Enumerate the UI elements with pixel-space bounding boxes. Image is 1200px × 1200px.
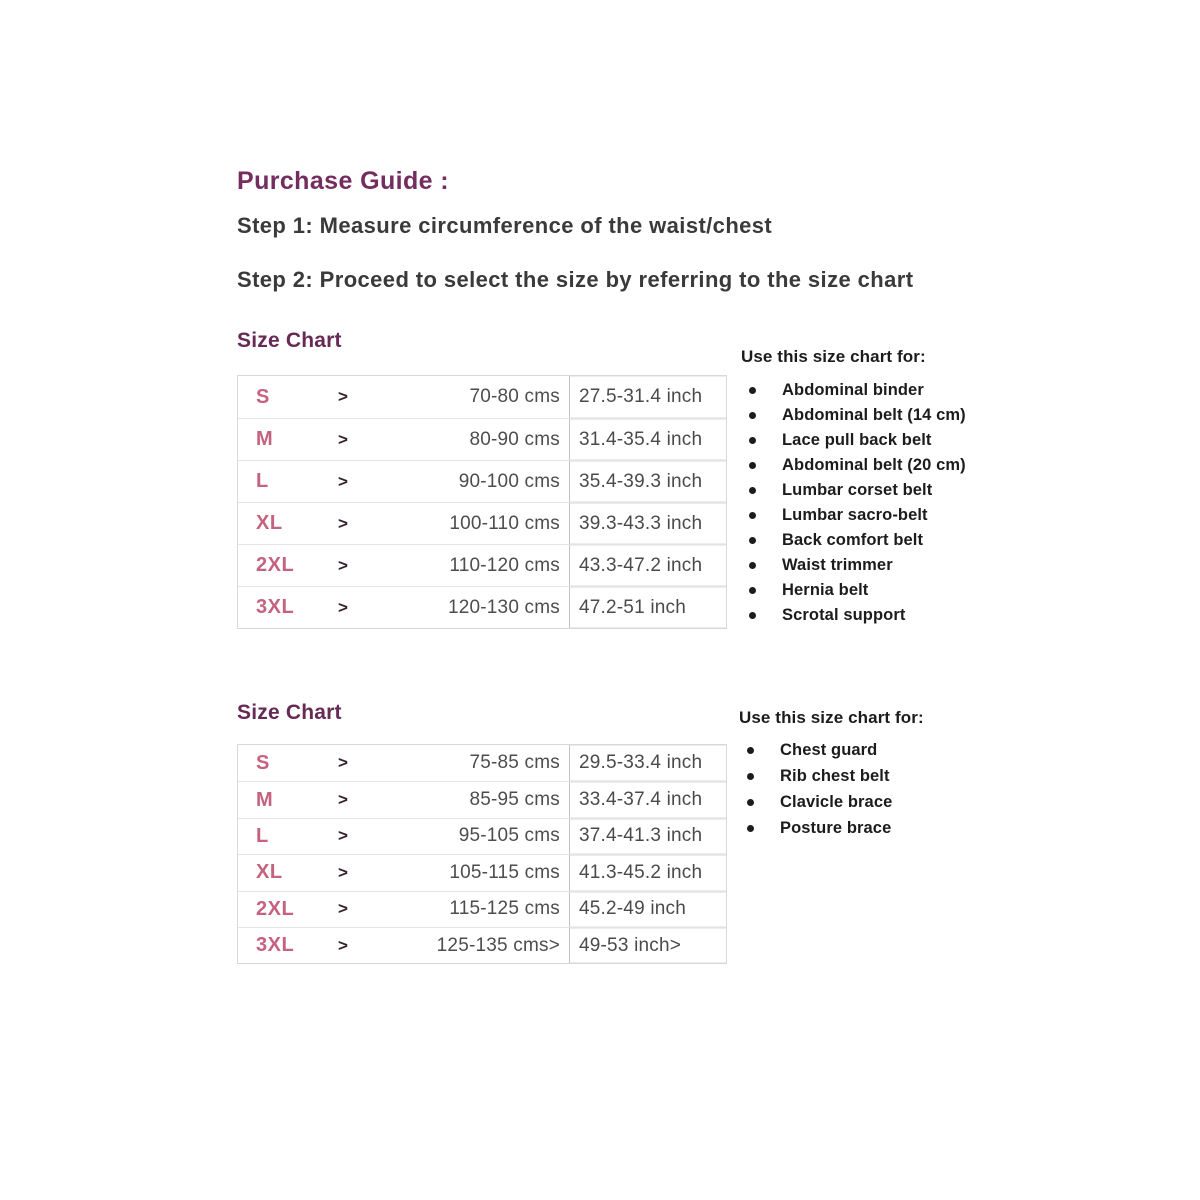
size-label: M [256, 428, 274, 450]
bullet-icon [749, 562, 756, 569]
inch-range: 43.3-47.2 inch [569, 545, 726, 586]
cms-range: 115-125 cms [449, 898, 560, 920]
table-row [238, 927, 726, 963]
size-chart-1-table [237, 375, 727, 629]
list-item: Abdominal binder [741, 378, 966, 403]
inch-range: 35.4-39.3 inch [569, 461, 726, 502]
size-label: S [256, 385, 270, 408]
usage-list-title: Use this size chart for: [739, 708, 924, 727]
usage-list-title: Use this size chart for: [741, 347, 926, 366]
chevron-right-icon: > [338, 790, 348, 810]
cms-range: 120-130 cms [447, 596, 560, 618]
table-row [238, 586, 726, 628]
bullet-icon [749, 537, 756, 544]
chevron-right-icon: > [338, 513, 348, 533]
table-row [238, 745, 726, 781]
table-row [238, 376, 726, 418]
size-label: 3XL [256, 934, 295, 957]
inch-range: 37.4-41.3 inch [569, 819, 726, 854]
bullet-icon [747, 799, 754, 806]
cms-range: 80-90 cms [469, 428, 560, 450]
size-label: 3XL [256, 596, 295, 618]
list-item: Posture brace [739, 815, 924, 841]
bullet-icon [749, 512, 756, 519]
bullet-icon [749, 412, 756, 419]
table-row [238, 544, 726, 586]
chevron-right-icon: > [338, 899, 348, 919]
chevron-right-icon: > [338, 935, 348, 955]
bullet-icon [749, 612, 756, 619]
bullet-icon [747, 773, 754, 780]
list-item: Hernia belt [741, 578, 966, 603]
inch-range: 33.4-37.4 inch [569, 782, 726, 817]
table-row [238, 781, 726, 817]
list-item: Scrotal support [741, 603, 966, 628]
size-label: L [256, 470, 269, 492]
inch-range: 49-53 inch> [569, 928, 726, 963]
cms-range: 70-80 cms [469, 386, 560, 407]
inch-range: 47.2-51 inch [569, 587, 726, 628]
size-label: XL [256, 512, 283, 534]
list-item: Waist trimmer [741, 553, 966, 578]
chevron-right-icon: > [338, 597, 348, 617]
table-row [238, 854, 726, 890]
chevron-right-icon: > [338, 862, 348, 882]
step-2-text: Step 2: Proceed to select the size by referring to the size chart [237, 267, 914, 292]
inch-range: 45.2-49 inch [569, 892, 726, 927]
cms-range: 85-95 cms [469, 789, 560, 811]
usage-list-2 [739, 708, 924, 841]
table-row [238, 818, 726, 854]
table-row [238, 891, 726, 927]
inch-range: 31.4-35.4 inch [569, 419, 726, 460]
table-row [238, 502, 726, 544]
usage-items [741, 378, 966, 628]
cms-range: 110-120 cms [449, 554, 560, 576]
size-label: M [256, 788, 274, 811]
size-label: XL [256, 861, 283, 884]
bullet-icon [749, 387, 756, 394]
list-item: Lumbar corset belt [741, 478, 966, 503]
bullet-icon [747, 747, 754, 754]
step-1-text: Step 1: Measure circumference of the waist/chest [237, 213, 773, 238]
chevron-right-icon: > [338, 429, 348, 449]
inch-range: 29.5-33.4 inch [569, 745, 726, 781]
cms-range: 125-135 cms> [436, 934, 560, 956]
inch-range: 41.3-45.2 inch [569, 855, 726, 890]
table-row [238, 418, 726, 460]
list-item: Abdominal belt (20 cm) [741, 453, 966, 478]
size-label: L [256, 824, 269, 847]
cms-range: 100-110 cms [449, 512, 560, 534]
bullet-icon [749, 487, 756, 494]
size-chart-2-heading: Size Chart [237, 701, 342, 724]
list-item: Abdominal belt (14 cm) [741, 403, 966, 428]
cms-range: 75-85 cms [469, 752, 560, 774]
bullet-icon [749, 462, 756, 469]
chevron-right-icon: > [338, 753, 348, 773]
bullet-icon [749, 437, 756, 444]
list-item: Lumbar sacro-belt [741, 503, 966, 528]
usage-list-1 [741, 347, 966, 628]
chevron-right-icon: > [338, 826, 348, 846]
cms-range: 90-100 cms [458, 470, 560, 492]
list-item: Chest guard [739, 737, 924, 763]
inch-range: 27.5-31.4 inch [569, 376, 726, 418]
chevron-right-icon: > [338, 471, 348, 491]
list-item: Rib chest belt [739, 763, 924, 789]
bullet-icon [749, 587, 756, 594]
usage-items [739, 737, 924, 841]
list-item: Clavicle brace [739, 789, 924, 815]
table-row [238, 460, 726, 502]
list-item: Lace pull back belt [741, 428, 966, 453]
cms-range: 105-115 cms [449, 861, 560, 883]
bullet-icon [747, 825, 754, 832]
inch-range: 39.3-43.3 inch [569, 503, 726, 544]
chevron-right-icon: > [338, 387, 348, 406]
page-title: Purchase Guide : [237, 167, 450, 195]
size-chart-2-table [237, 744, 727, 964]
cms-range: 95-105 cms [458, 825, 560, 847]
chevron-right-icon: > [338, 555, 348, 575]
size-chart-1-heading: Size Chart [237, 329, 342, 352]
list-item: Back comfort belt [741, 528, 966, 553]
size-label: 2XL [256, 897, 295, 920]
size-label: 2XL [256, 554, 295, 576]
size-label: S [256, 751, 270, 774]
